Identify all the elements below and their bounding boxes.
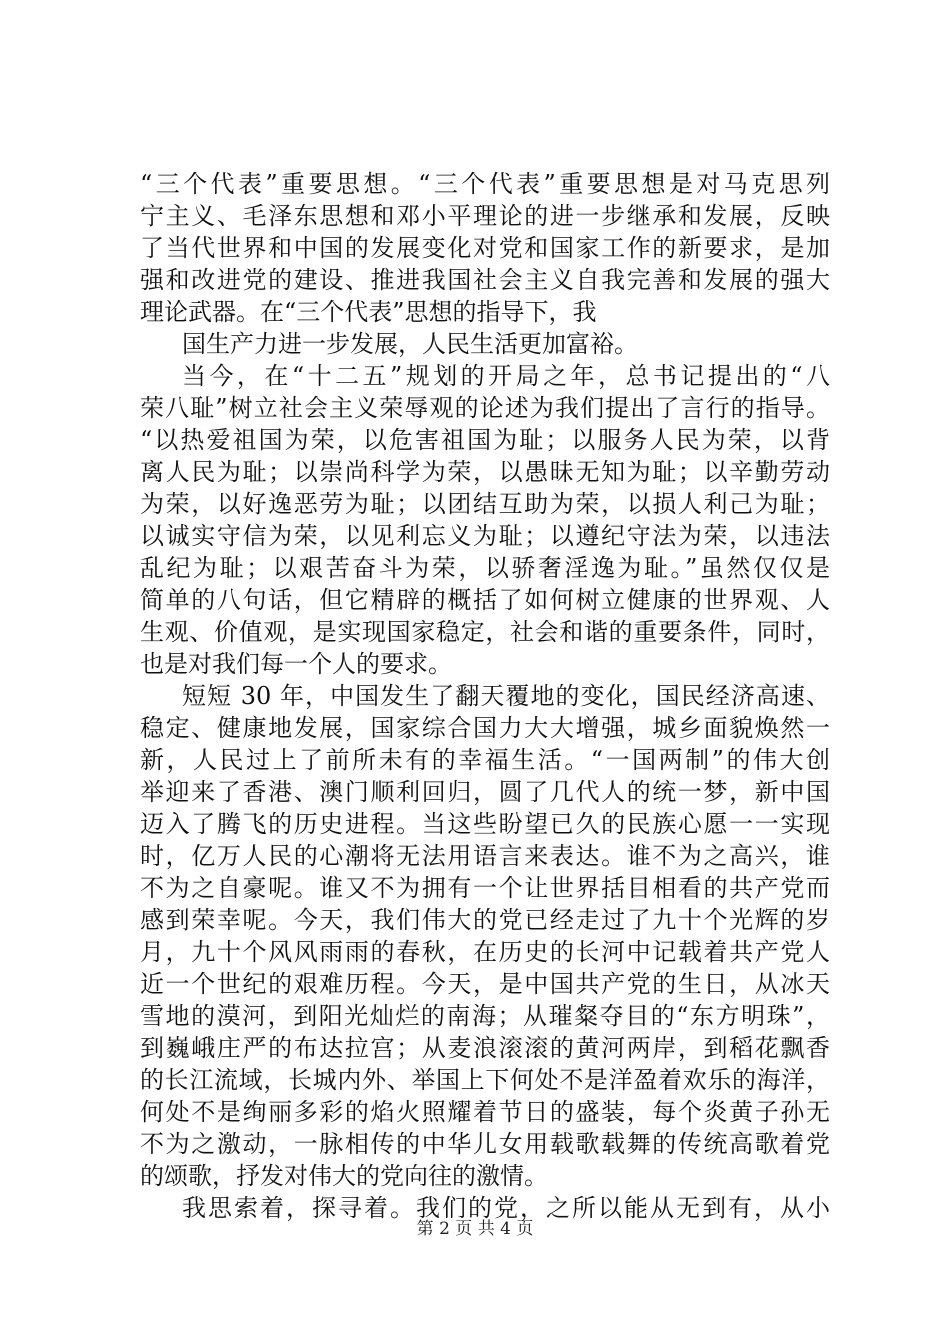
body-text bbox=[140, 168, 830, 1224]
text-line: 简单的八句话，但它精辟的概括了如何树立健康的世界观、人 bbox=[140, 586, 830, 614]
text-line: 月，九十个风风雨雨的春秋，在历史的长河中记载着共产党人 bbox=[140, 938, 830, 966]
text-line: 短短 30 年，中国发生了翻天覆地的变化，国民经济高速、 bbox=[182, 682, 830, 710]
text-line: 感到荣幸呢。今天，我们伟大的党已经走过了九十个光辉的岁 bbox=[140, 906, 830, 934]
text-line: 不为之自豪呢。谁又不为拥有一个让世界括目相看的共产党而 bbox=[140, 874, 830, 902]
text-line: 生观、价值观，是实现国家稳定，社会和谐的重要条件，同时， bbox=[140, 618, 830, 646]
text-line: 国生产力进一步发展，人民生活更加富裕。 bbox=[182, 330, 638, 358]
text-line: 的颂歌，抒发对伟大的党向往的激情。 bbox=[140, 1162, 548, 1190]
text-line: 为荣，以好逸恶劳为耻；以团结互助为荣，以损人利己为耻； bbox=[140, 490, 830, 518]
text-line: 我思索着，探寻着。我们的党，之所以能从无到有，从小 bbox=[182, 1194, 830, 1222]
text-line: 时，亿万人民的心潮将无法用语言来表达。谁不为之高兴，谁 bbox=[140, 842, 830, 870]
text-line: 以诚实守信为荣，以见利忘义为耻；以遵纪守法为荣，以违法 bbox=[140, 522, 830, 550]
text-line: 离人民为耻；以崇尚科学为荣，以愚昧无知为耻；以辛勤劳动 bbox=[140, 458, 830, 486]
text-line: 何处不是绚丽多彩的焰火照耀着节日的盛装，每个炎黄子孙无 bbox=[140, 1098, 830, 1126]
text-line: 的长江流域，长城内外、举国上下何处不是洋盈着欢乐的海洋， bbox=[140, 1066, 830, 1094]
text-line: 迈入了腾飞的历史进程。当这些盼望已久的民族心愿一一实现 bbox=[140, 810, 830, 838]
text-line: “三个代表”重要思想。“三个代表”重要思想是对马克思列 bbox=[140, 170, 830, 198]
text-line: 强和改进党的建设、推进我国社会主义自我完善和发展的强大 bbox=[140, 266, 830, 294]
text-line: 近一个世纪的艰难历程。今天，是中国共产党的生日，从冰天 bbox=[140, 970, 830, 998]
text-line: 新，人民过上了前所未有的幸福生活。“一国两制”的伟大创 bbox=[140, 746, 830, 774]
text-line: 举迎来了香港、澳门顺利回归，圆了几代人的统一梦，新中国 bbox=[140, 778, 830, 806]
text-line: 也是对我们每一个人的要求。 bbox=[140, 650, 452, 678]
text-line: 了当代世界和中国的发展变化对党和国家工作的新要求，是加 bbox=[140, 234, 830, 262]
text-line: 理论武器。在“三个代表”思想的指导下，我 bbox=[140, 298, 597, 326]
text-line: “以热爱祖国为荣，以危害祖国为耻；以服务人民为荣，以背 bbox=[140, 426, 830, 454]
text-line: 雪地的漠河，到阳光灿烂的南海；从璀粲夺目的“东方明珠”， bbox=[140, 1002, 830, 1030]
text-line: 稳定、健康地发展，国家综合国力大大增强，城乡面貌焕然一 bbox=[140, 714, 830, 742]
text-line: 不为之激动，一脉相传的中华儿女用载歌载舞的传统高歌着党 bbox=[140, 1130, 830, 1158]
text-line: 荣八耻”树立社会主义荣辱观的论述为我们提出了言行的指导。 bbox=[140, 394, 830, 422]
text-line: 乱纪为耻；以艰苦奋斗为荣，以骄奢淫逸为耻。”虽然仅仅是 bbox=[140, 554, 830, 582]
text-line: 当今，在“十二五”规划的开局之年，总书记提出的“八 bbox=[182, 362, 830, 390]
text-line: 到巍峨庄严的布达拉宫；从麦浪滚滚的黄河两岸，到稻花飘香 bbox=[140, 1034, 830, 1062]
page-footer: 第 2 页 共 4 页 bbox=[416, 1219, 534, 1239]
text-line: 宁主义、毛泽东思想和邓小平理论的进一步继承和发展，反映 bbox=[140, 202, 830, 230]
